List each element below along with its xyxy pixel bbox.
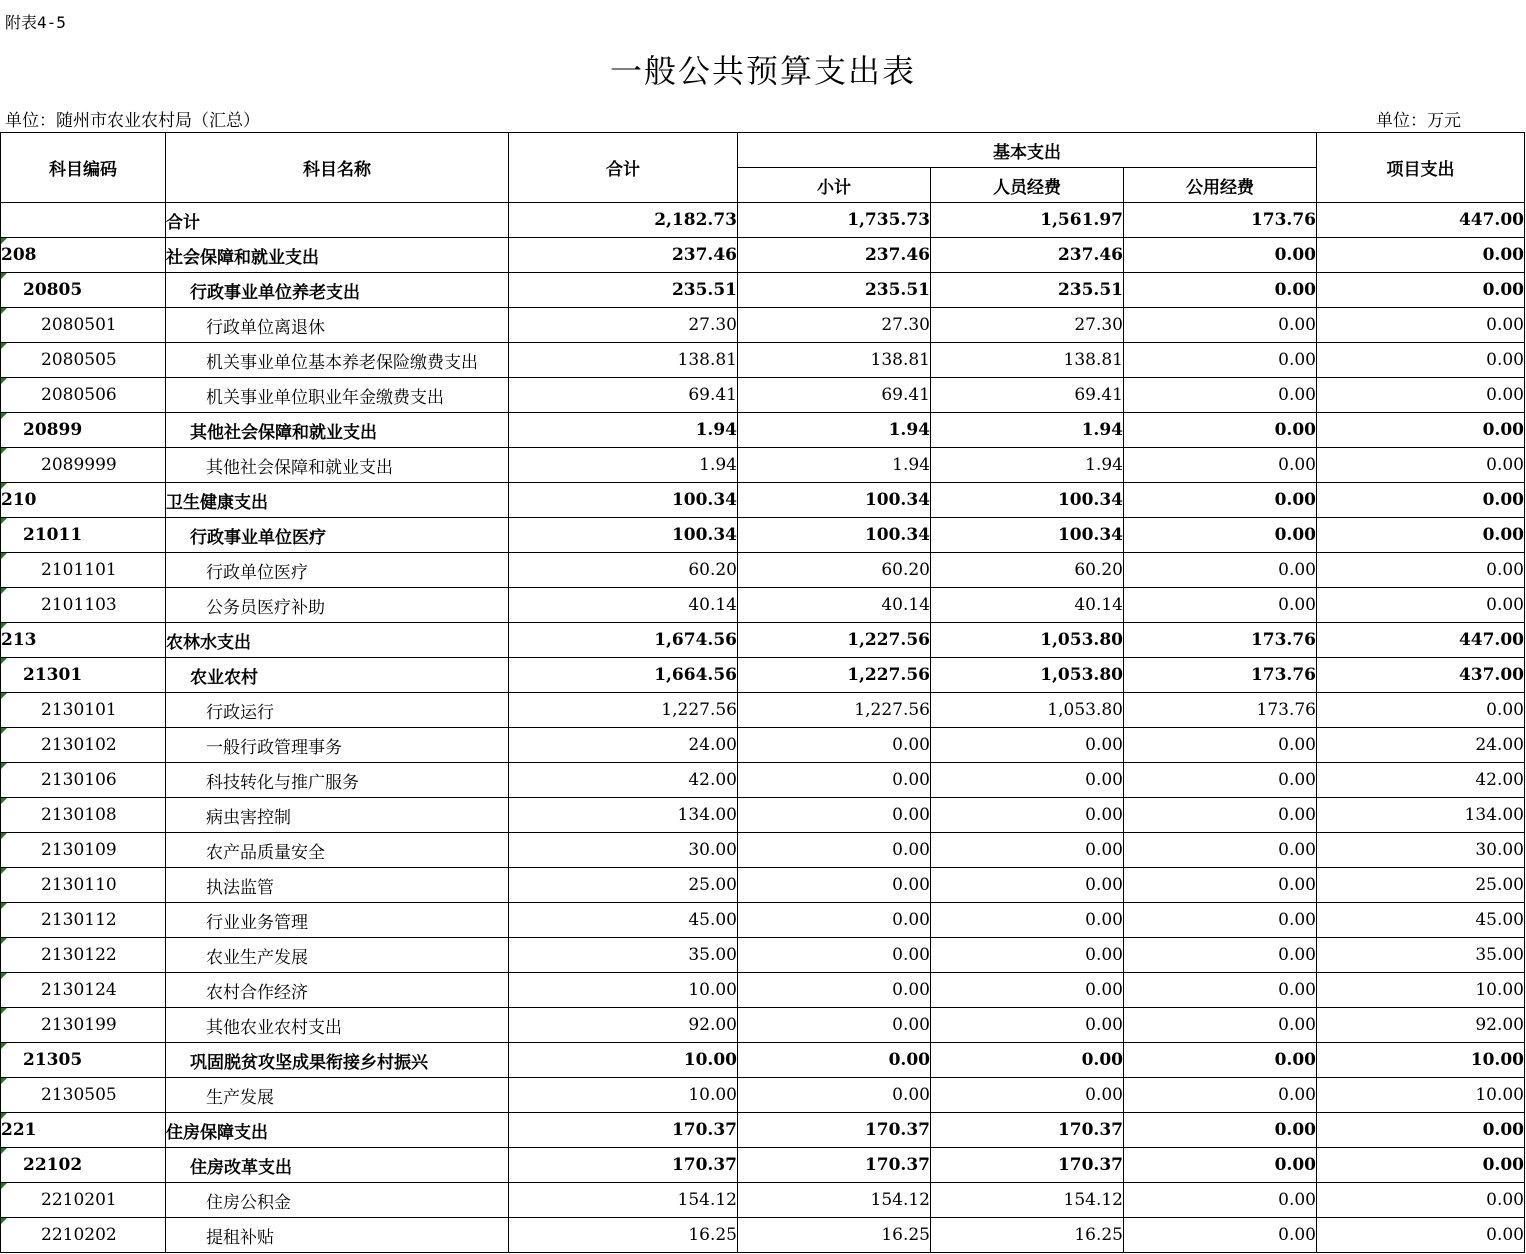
unit-department: 单位：随州市农业农村局（汇总）	[5, 111, 260, 131]
cell-total: 10.00	[509, 1078, 738, 1113]
cell-project: 447.00	[1317, 623, 1525, 658]
table-body	[1, 203, 1525, 1253]
cell-public: 0.00	[1124, 448, 1317, 483]
cell-project: 0.00	[1317, 553, 1525, 588]
cell-project: 0.00	[1317, 1148, 1525, 1183]
cell-public: 0.00	[1124, 798, 1317, 833]
cell-subtotal: 0.00	[738, 938, 931, 973]
table-row	[1, 203, 1525, 238]
cell-code	[1, 203, 166, 238]
cell-total: 35.00	[509, 938, 738, 973]
cell-code: 21305	[1, 1043, 166, 1078]
cell-personnel: 1,053.80	[931, 623, 1124, 658]
cell-public: 0.00	[1124, 378, 1317, 413]
cell-personnel: 0.00	[931, 1043, 1124, 1078]
cell-project: 25.00	[1317, 868, 1525, 903]
table-row	[1, 588, 1525, 623]
table-row	[1, 483, 1525, 518]
cell-name: 行政事业单位养老支出	[166, 273, 509, 308]
cell-name: 其他社会保障和就业支出	[166, 413, 509, 448]
table-row	[1, 343, 1525, 378]
cell-name: 机关事业单位基本养老保险缴费支出	[166, 343, 509, 378]
table-row	[1, 868, 1525, 903]
cell-personnel: 1.94	[931, 413, 1124, 448]
unit-currency: 单位：万元	[1376, 111, 1461, 131]
cell-code: 2210202	[1, 1218, 166, 1253]
cell-total: 27.30	[509, 308, 738, 343]
cell-public: 0.00	[1124, 1078, 1317, 1113]
cell-project: 0.00	[1317, 413, 1525, 448]
cell-total: 1,664.56	[509, 658, 738, 693]
table-row	[1, 833, 1525, 868]
cell-code: 2101103	[1, 588, 166, 623]
cell-name: 行业业务管理	[166, 903, 509, 938]
cell-personnel: 1.94	[931, 448, 1124, 483]
table-row	[1, 728, 1525, 763]
cell-name: 行政事业单位医疗	[166, 518, 509, 553]
cell-subtotal: 16.25	[738, 1218, 931, 1253]
cell-code: 2130505	[1, 1078, 166, 1113]
table-row	[1, 938, 1525, 973]
cell-code: 2130110	[1, 868, 166, 903]
cell-total: 237.46	[509, 238, 738, 273]
table-row	[1, 413, 1525, 448]
cell-project: 0.00	[1317, 273, 1525, 308]
cell-name: 巩固脱贫攻坚成果衔接乡村振兴	[166, 1043, 509, 1078]
cell-name: 科技转化与推广服务	[166, 763, 509, 798]
cell-subtotal: 170.37	[738, 1113, 931, 1148]
cell-total: 1.94	[509, 448, 738, 483]
cell-code: 208	[1, 238, 166, 273]
cell-name: 执法监管	[166, 868, 509, 903]
cell-name: 行政单位医疗	[166, 553, 509, 588]
cell-subtotal: 237.46	[738, 238, 931, 273]
table-row	[1, 693, 1525, 728]
cell-code: 20899	[1, 413, 166, 448]
cell-total: 170.37	[509, 1113, 738, 1148]
cell-personnel: 69.41	[931, 378, 1124, 413]
cell-public: 0.00	[1124, 1183, 1317, 1218]
cell-code: 20805	[1, 273, 166, 308]
table-row	[1, 798, 1525, 833]
cell-project: 42.00	[1317, 763, 1525, 798]
header-total: 合计	[509, 133, 738, 203]
cell-total: 30.00	[509, 833, 738, 868]
cell-project: 30.00	[1317, 833, 1525, 868]
cell-project: 134.00	[1317, 798, 1525, 833]
cell-project: 0.00	[1317, 1183, 1525, 1218]
cell-subtotal: 0.00	[738, 1078, 931, 1113]
cell-personnel: 27.30	[931, 308, 1124, 343]
cell-subtotal: 0.00	[738, 728, 931, 763]
cell-total: 45.00	[509, 903, 738, 938]
cell-total: 170.37	[509, 1148, 738, 1183]
cell-subtotal: 27.30	[738, 308, 931, 343]
cell-project: 0.00	[1317, 588, 1525, 623]
table-row	[1, 1043, 1525, 1078]
table-row	[1, 623, 1525, 658]
cell-code: 2089999	[1, 448, 166, 483]
cell-personnel: 0.00	[931, 1078, 1124, 1113]
cell-name: 农林水支出	[166, 623, 509, 658]
cell-code: 2130106	[1, 763, 166, 798]
table-row	[1, 1218, 1525, 1253]
cell-public: 0.00	[1124, 833, 1317, 868]
cell-project: 0.00	[1317, 1218, 1525, 1253]
cell-personnel: 0.00	[931, 1008, 1124, 1043]
cell-name: 行政单位离退休	[166, 308, 509, 343]
cell-public: 0.00	[1124, 308, 1317, 343]
cell-name: 农村合作经济	[166, 973, 509, 1008]
cell-code: 2101101	[1, 553, 166, 588]
cell-public: 173.76	[1124, 203, 1317, 238]
cell-public: 0.00	[1124, 868, 1317, 903]
cell-project: 0.00	[1317, 308, 1525, 343]
cell-public: 173.76	[1124, 623, 1317, 658]
cell-project: 437.00	[1317, 658, 1525, 693]
cell-personnel: 0.00	[931, 868, 1124, 903]
cell-total: 1,674.56	[509, 623, 738, 658]
cell-public: 0.00	[1124, 1218, 1317, 1253]
cell-name: 合计	[166, 203, 509, 238]
cell-public: 0.00	[1124, 518, 1317, 553]
cell-personnel: 138.81	[931, 343, 1124, 378]
cell-project: 10.00	[1317, 1078, 1525, 1113]
cell-personnel: 170.37	[931, 1113, 1124, 1148]
cell-subtotal: 69.41	[738, 378, 931, 413]
cell-code: 2080501	[1, 308, 166, 343]
cell-project: 35.00	[1317, 938, 1525, 973]
cell-total: 138.81	[509, 343, 738, 378]
cell-subtotal: 40.14	[738, 588, 931, 623]
cell-total: 40.14	[509, 588, 738, 623]
cell-subtotal: 0.00	[738, 1008, 931, 1043]
table-row	[1, 903, 1525, 938]
table-row	[1, 553, 1525, 588]
cell-public: 0.00	[1124, 553, 1317, 588]
cell-personnel: 1,053.80	[931, 658, 1124, 693]
cell-code: 213	[1, 623, 166, 658]
table-row	[1, 378, 1525, 413]
table-row	[1, 658, 1525, 693]
cell-total: 92.00	[509, 1008, 738, 1043]
cell-personnel: 0.00	[931, 938, 1124, 973]
cell-total: 134.00	[509, 798, 738, 833]
cell-total: 25.00	[509, 868, 738, 903]
cell-total: 16.25	[509, 1218, 738, 1253]
cell-personnel: 40.14	[931, 588, 1124, 623]
cell-public: 0.00	[1124, 728, 1317, 763]
table-row	[1, 1113, 1525, 1148]
table-row	[1, 238, 1525, 273]
cell-project: 10.00	[1317, 973, 1525, 1008]
cell-total: 24.00	[509, 728, 738, 763]
cell-subtotal: 100.34	[738, 483, 931, 518]
cell-project: 0.00	[1317, 518, 1525, 553]
cell-code: 21301	[1, 658, 166, 693]
cell-public: 173.76	[1124, 658, 1317, 693]
cell-personnel: 237.46	[931, 238, 1124, 273]
cell-subtotal: 0.00	[738, 833, 931, 868]
cell-project: 447.00	[1317, 203, 1525, 238]
cell-public: 0.00	[1124, 1148, 1317, 1183]
cell-project: 0.00	[1317, 378, 1525, 413]
cell-total: 42.00	[509, 763, 738, 798]
cell-public: 0.00	[1124, 273, 1317, 308]
cell-personnel: 1,561.97	[931, 203, 1124, 238]
cell-code: 221	[1, 1113, 166, 1148]
cell-personnel: 0.00	[931, 903, 1124, 938]
cell-total: 1.94	[509, 413, 738, 448]
cell-public: 0.00	[1124, 343, 1317, 378]
cell-public: 0.00	[1124, 1043, 1317, 1078]
header-project: 项目支出	[1317, 133, 1525, 203]
cell-code: 22102	[1, 1148, 166, 1183]
page-title: 一般公共预算支出表	[609, 52, 916, 90]
cell-total: 60.20	[509, 553, 738, 588]
cell-project: 24.00	[1317, 728, 1525, 763]
cell-personnel: 16.25	[931, 1218, 1124, 1253]
cell-project: 0.00	[1317, 1113, 1525, 1148]
cell-name: 社会保障和就业支出	[166, 238, 509, 273]
cell-name: 住房保障支出	[166, 1113, 509, 1148]
cell-total: 10.00	[509, 973, 738, 1008]
cell-public: 0.00	[1124, 1008, 1317, 1043]
cell-project: 0.00	[1317, 483, 1525, 518]
table-row	[1, 1078, 1525, 1113]
cell-name: 病虫害控制	[166, 798, 509, 833]
cell-public: 0.00	[1124, 903, 1317, 938]
cell-personnel: 0.00	[931, 833, 1124, 868]
cell-public: 0.00	[1124, 938, 1317, 973]
cell-subtotal: 0.00	[738, 1043, 931, 1078]
table-row	[1, 763, 1525, 798]
cell-public: 0.00	[1124, 973, 1317, 1008]
cell-code: 2130109	[1, 833, 166, 868]
cell-name: 农业生产发展	[166, 938, 509, 973]
cell-total: 100.34	[509, 518, 738, 553]
cell-project: 0.00	[1317, 693, 1525, 728]
cell-subtotal: 1,227.56	[738, 623, 931, 658]
header-personnel: 人员经费	[931, 168, 1124, 203]
cell-project: 0.00	[1317, 448, 1525, 483]
cell-subtotal: 0.00	[738, 763, 931, 798]
header-basic: 基本支出	[738, 133, 1317, 168]
cell-code: 2130108	[1, 798, 166, 833]
cell-code: 2130122	[1, 938, 166, 973]
cell-subtotal: 0.00	[738, 798, 931, 833]
cell-subtotal: 235.51	[738, 273, 931, 308]
cell-total: 2,182.73	[509, 203, 738, 238]
cell-personnel: 235.51	[931, 273, 1124, 308]
header-subtotal: 小计	[738, 168, 931, 203]
cell-public: 0.00	[1124, 1113, 1317, 1148]
cell-name: 公务员医疗补助	[166, 588, 509, 623]
cell-subtotal: 170.37	[738, 1148, 931, 1183]
cell-code: 210	[1, 483, 166, 518]
cell-personnel: 1,053.80	[931, 693, 1124, 728]
cell-code: 2130101	[1, 693, 166, 728]
cell-subtotal: 154.12	[738, 1183, 931, 1218]
cell-subtotal: 0.00	[738, 868, 931, 903]
cell-personnel: 0.00	[931, 973, 1124, 1008]
cell-project: 92.00	[1317, 1008, 1525, 1043]
cell-public: 0.00	[1124, 238, 1317, 273]
cell-personnel: 0.00	[931, 798, 1124, 833]
cell-subtotal: 138.81	[738, 343, 931, 378]
cell-subtotal: 1,735.73	[738, 203, 931, 238]
cell-project: 45.00	[1317, 903, 1525, 938]
cell-name: 住房公积金	[166, 1183, 509, 1218]
table-row	[1, 273, 1525, 308]
cell-code: 2210201	[1, 1183, 166, 1218]
budget-table	[0, 132, 1525, 1253]
table-header	[1, 133, 1525, 203]
cell-project: 0.00	[1317, 238, 1525, 273]
cell-code: 2130112	[1, 903, 166, 938]
cell-code: 2080505	[1, 343, 166, 378]
cell-name: 农产品质量安全	[166, 833, 509, 868]
cell-personnel: 100.34	[931, 518, 1124, 553]
cell-code: 2130102	[1, 728, 166, 763]
header-public: 公用经费	[1124, 168, 1317, 203]
cell-public: 0.00	[1124, 763, 1317, 798]
cell-code: 2130199	[1, 1008, 166, 1043]
table-row	[1, 973, 1525, 1008]
cell-code: 2130124	[1, 973, 166, 1008]
cell-name: 行政运行	[166, 693, 509, 728]
cell-subtotal: 60.20	[738, 553, 931, 588]
cell-personnel: 100.34	[931, 483, 1124, 518]
cell-name: 卫生健康支出	[166, 483, 509, 518]
attachment-label: 附表4-5	[5, 13, 66, 32]
cell-name: 农业农村	[166, 658, 509, 693]
cell-code: 2080506	[1, 378, 166, 413]
cell-subtotal: 0.00	[738, 973, 931, 1008]
cell-name: 机关事业单位职业年金缴费支出	[166, 378, 509, 413]
cell-subtotal: 100.34	[738, 518, 931, 553]
table-row	[1, 308, 1525, 343]
cell-project: 10.00	[1317, 1043, 1525, 1078]
cell-subtotal: 1.94	[738, 413, 931, 448]
cell-personnel: 0.00	[931, 763, 1124, 798]
cell-total: 100.34	[509, 483, 738, 518]
cell-name: 其他社会保障和就业支出	[166, 448, 509, 483]
table-row	[1, 1008, 1525, 1043]
cell-project: 0.00	[1317, 343, 1525, 378]
table-row	[1, 518, 1525, 553]
cell-subtotal: 1,227.56	[738, 658, 931, 693]
header-code: 科目编码	[1, 133, 166, 203]
cell-total: 10.00	[509, 1043, 738, 1078]
cell-name: 提租补贴	[166, 1218, 509, 1253]
header-name: 科目名称	[166, 133, 509, 203]
cell-public: 0.00	[1124, 413, 1317, 448]
cell-personnel: 170.37	[931, 1148, 1124, 1183]
cell-name: 一般行政管理事务	[166, 728, 509, 763]
cell-public: 0.00	[1124, 483, 1317, 518]
cell-subtotal: 1,227.56	[738, 693, 931, 728]
cell-total: 69.41	[509, 378, 738, 413]
cell-name: 住房改革支出	[166, 1148, 509, 1183]
cell-code: 21011	[1, 518, 166, 553]
cell-personnel: 60.20	[931, 553, 1124, 588]
cell-personnel: 154.12	[931, 1183, 1124, 1218]
cell-public: 0.00	[1124, 588, 1317, 623]
cell-subtotal: 1.94	[738, 448, 931, 483]
table-row	[1, 1183, 1525, 1218]
cell-public: 173.76	[1124, 693, 1317, 728]
cell-total: 235.51	[509, 273, 738, 308]
cell-total: 1,227.56	[509, 693, 738, 728]
cell-name: 生产发展	[166, 1078, 509, 1113]
cell-name: 其他农业农村支出	[166, 1008, 509, 1043]
cell-total: 154.12	[509, 1183, 738, 1218]
table-row	[1, 448, 1525, 483]
table-row	[1, 1148, 1525, 1183]
cell-personnel: 0.00	[931, 728, 1124, 763]
cell-subtotal: 0.00	[738, 903, 931, 938]
